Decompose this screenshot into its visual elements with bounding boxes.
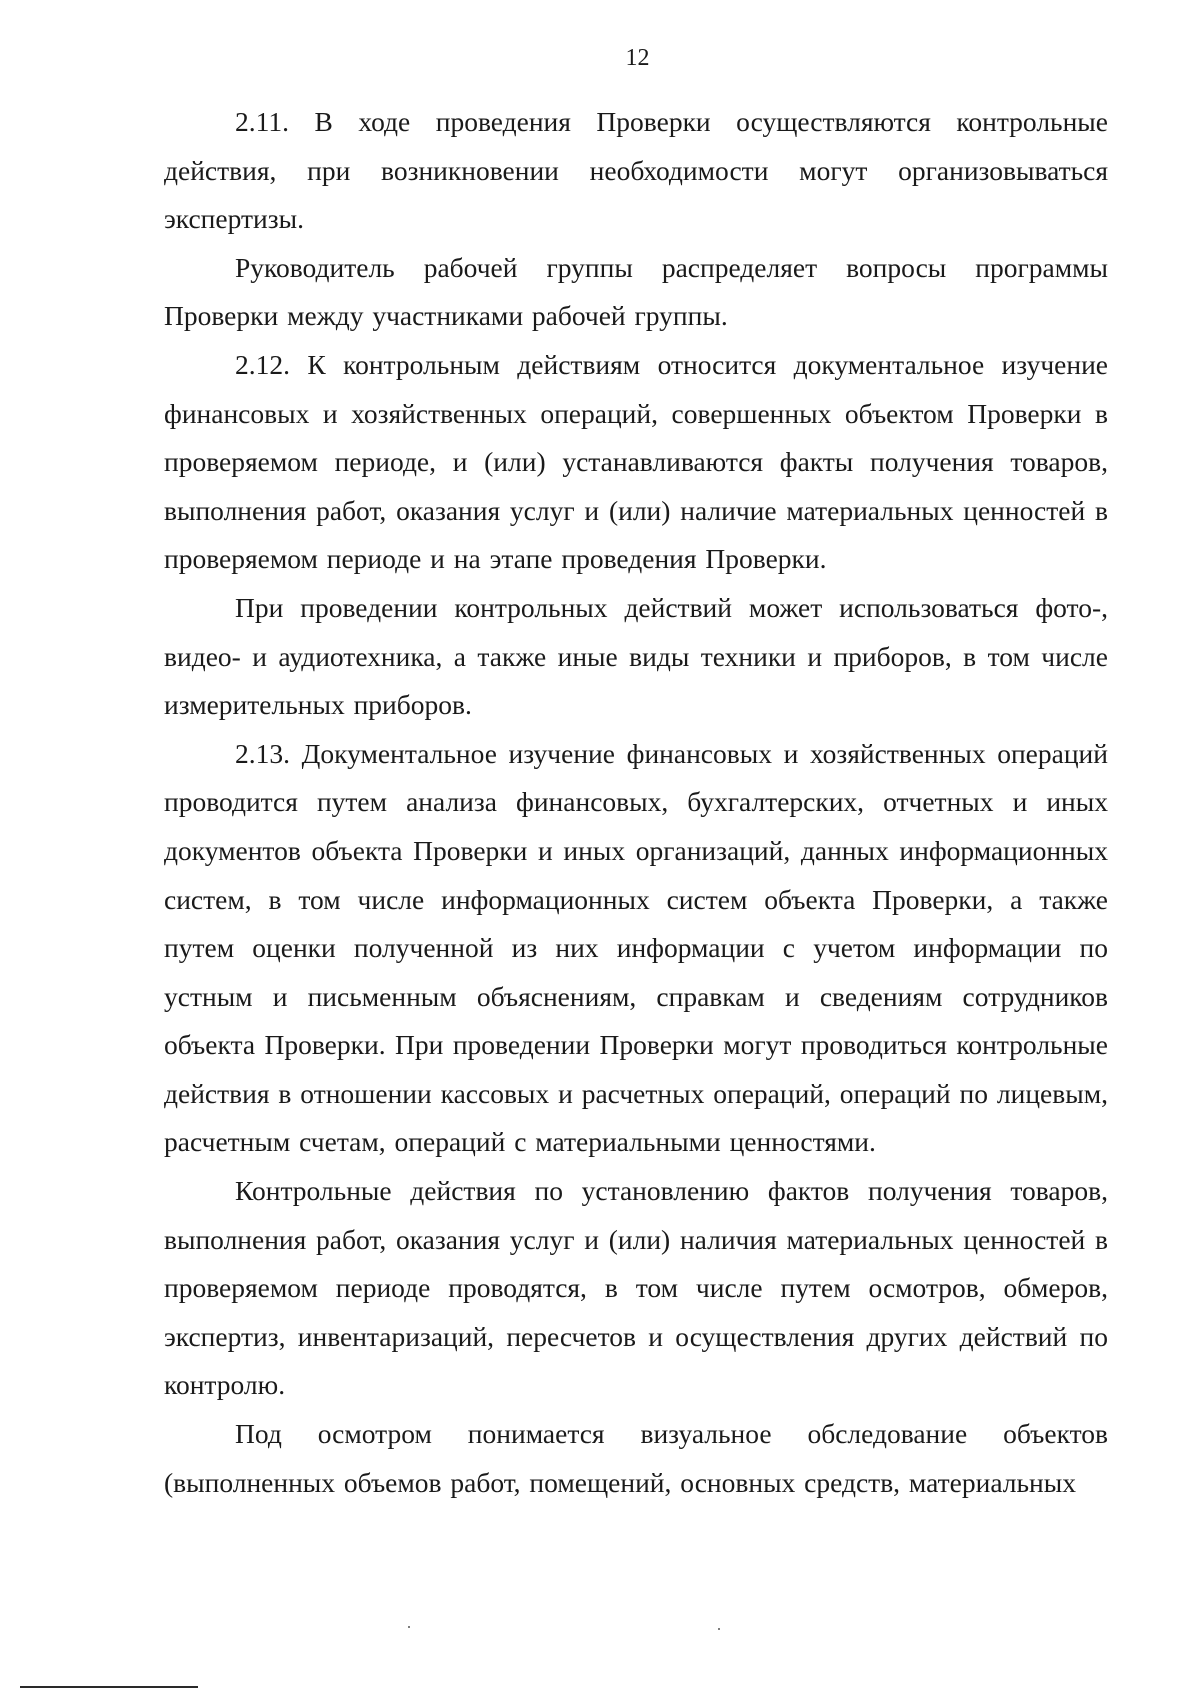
paragraph-working-group: Руководитель рабочей группы распределяет вопросы программы Проверки между участниками рабочей группы. <box>164 251 1108 332</box>
paragraph-equipment: При проведении контрольных действий может использоваться фото-, видео- и аудиотехника, а также иные виды техники и приборов, в том числе измерительных приборов. <box>164 591 1108 721</box>
paragraph-2-11: 2.11. В ходе проведения Проверки осуществляются контрольные действия, при возникновении необходимости могут организовываться экспертизы. <box>164 106 1108 235</box>
paragraph-inspection: Под осмотром понимается визуальное обследование объектов (выполненных объемов работ, помещений, основных средств, материальных <box>164 1418 1108 1498</box>
scan-speck <box>408 1626 410 1628</box>
paragraph-control-actions: Контрольные действия по установлению фактов получения товаров, выполнения работ, оказания услуг и (или) наличия материальных ценностей в проверяемом периоде проводятся, в том числе путем осмотров, обмеров, экспертиз, инвентаризаций, пересчетов и осуществления других действий по контролю. <box>164 1175 1108 1401</box>
page-number: 12 <box>625 45 650 71</box>
paragraph-2-12: 2.12. К контрольным действиям относится документальное изучение финансовых и хозяйственных операций, совершенных объектом Проверки в проверяемом периоде, и (или) устанавливаются факты получения товаров, выполнения работ, оказания услуг и (или) наличие материальных ценностей в проверяемом периоде и на этапе проведения Проверки. <box>164 348 1108 575</box>
footer-rule <box>20 1686 198 1688</box>
document-body <box>164 98 1108 1507</box>
scan-speck <box>718 1628 720 1630</box>
paragraph-2-13: 2.13. Документальное изучение финансовых и хозяйственных операций проводится путем анализа финансовых, бухгалтерских, отчетных и иных документов объекта Проверки и иных организаций, данных информационных систем, в том числе информационных систем объекта Проверки, а также путем оценки полученной из них информации с учетом информации по устным и письменным объяснениям, справкам и сведениям сотрудников объекта Проверки. При проведении Проверки могут проводиться контрольные действия в отношении кассовых и расчетных операций, операций по лицевым, расчетным счетам, операций с материальными ценностями. <box>164 737 1108 1158</box>
